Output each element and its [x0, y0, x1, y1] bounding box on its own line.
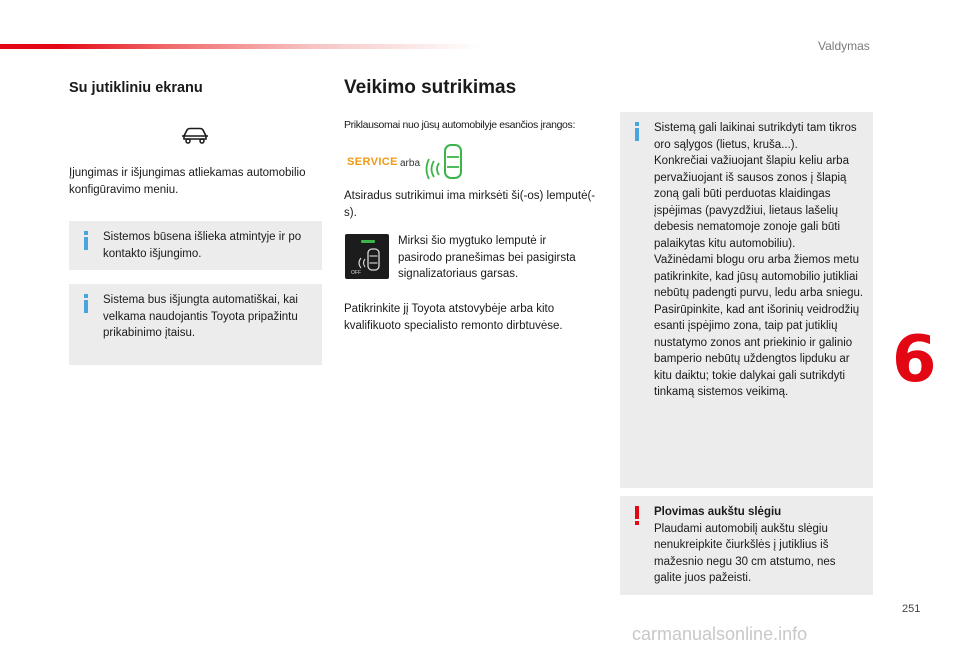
- car-icon: [180, 127, 210, 145]
- system-button-image: [345, 234, 389, 279]
- info-box-memory-text: Sistemos būsena išlieka atmintyje ir po kontakto išjungimo.: [103, 231, 302, 260]
- info-box-memory: [69, 221, 322, 270]
- watermark-text: carmanualsonline.info: [632, 624, 808, 644]
- or-label: arba: [400, 158, 421, 169]
- dealer-check-text: Patikrinkite jį Toyota atstovybėje arba kito kvalifikuoto specialisto remonto dirbtuvėse.: [344, 303, 563, 332]
- page-number: 251: [902, 603, 921, 615]
- left-heading: Su jutikliniu ekranu: [69, 80, 203, 96]
- section-title: Valdymas: [818, 39, 870, 53]
- button-blink-text: Mirksi šio mygtuko lemputė ir pasirodo pranešimas bei pasigirsta signalizatoriaus garsas.: [398, 235, 576, 280]
- warning-title: Plovimas aukštu slėgiu: [654, 506, 782, 518]
- blind-spot-warning-icon: [425, 143, 467, 181]
- service-warning-label: SERVICE: [347, 156, 398, 168]
- warning-box-content: [654, 504, 865, 587]
- left-intro-text: Įjungimas ir išjungimas atliekamas automobilio konfigūravimo meniu.: [69, 167, 306, 196]
- info-box-weather-text: Sistemą gali laikinai sutrikdyti tam tikros oro sąlygos (lietus, kruša...). Konkrečiai važiuojant šlapiu keliu arba pervažiuojant iš sausos zonos į šlapią zoną gali būti perduotas klaidingas įspėjimas (pavyzdžiui, lietaus lašelių debesis nematomoje zonoje gali būti palaikytas kitu automobiliu). Važinėdami blogu oru arba žiemos metu patikrinkite, kad jūsų automobilio jutikliai nebūtų padengti purvu, ledu arba sniegu. Pasirūpinkite, kad ant išorinių veidrodžių esanti įspėjimo zona, taip pat jutiklių nustatymo zonos ant priekinio ir galinio bamperio nebūtų uždengtos lipduku ar kitu daiktu; tokie dalykai gali sutrikdyti tinkamą sistemos veikimą.: [654, 122, 864, 398]
- warning-exclamation-icon: [634, 506, 640, 525]
- equipment-note: Priklausomai nuo jūsų automobilyje esančios įrangos:: [344, 119, 576, 131]
- system-button-icon: [345, 234, 389, 279]
- info-icon: [83, 294, 89, 313]
- info-box-towing: [69, 284, 322, 365]
- info-box-weather: [620, 112, 873, 488]
- warning-box-pressure-wash: [620, 496, 873, 595]
- chapter-number: 6: [892, 323, 937, 397]
- info-icon: [83, 231, 89, 250]
- warning-text: Plaudami automobilį aukštu slėgiu nenukreipkite čiurkšlės į jutiklius iš mažesnio negu 30 cm atstumo, nes galite juos pažeisti.: [654, 522, 836, 584]
- info-box-towing-text: Sistema bus išjungta automatiškai, kai velkama naudojantis Toyota pripažintu prikabinimo įtaisu.: [103, 294, 298, 339]
- svg-text:OFF: OFF: [351, 270, 361, 276]
- header-accent-bar: [0, 44, 480, 49]
- blink-text: Atsiradus sutrikimui ima mirksėti ši(-os) lemputė(-s).: [344, 190, 596, 219]
- info-icon: [634, 122, 640, 141]
- malfunction-heading: Veikimo sutrikimas: [344, 77, 517, 98]
